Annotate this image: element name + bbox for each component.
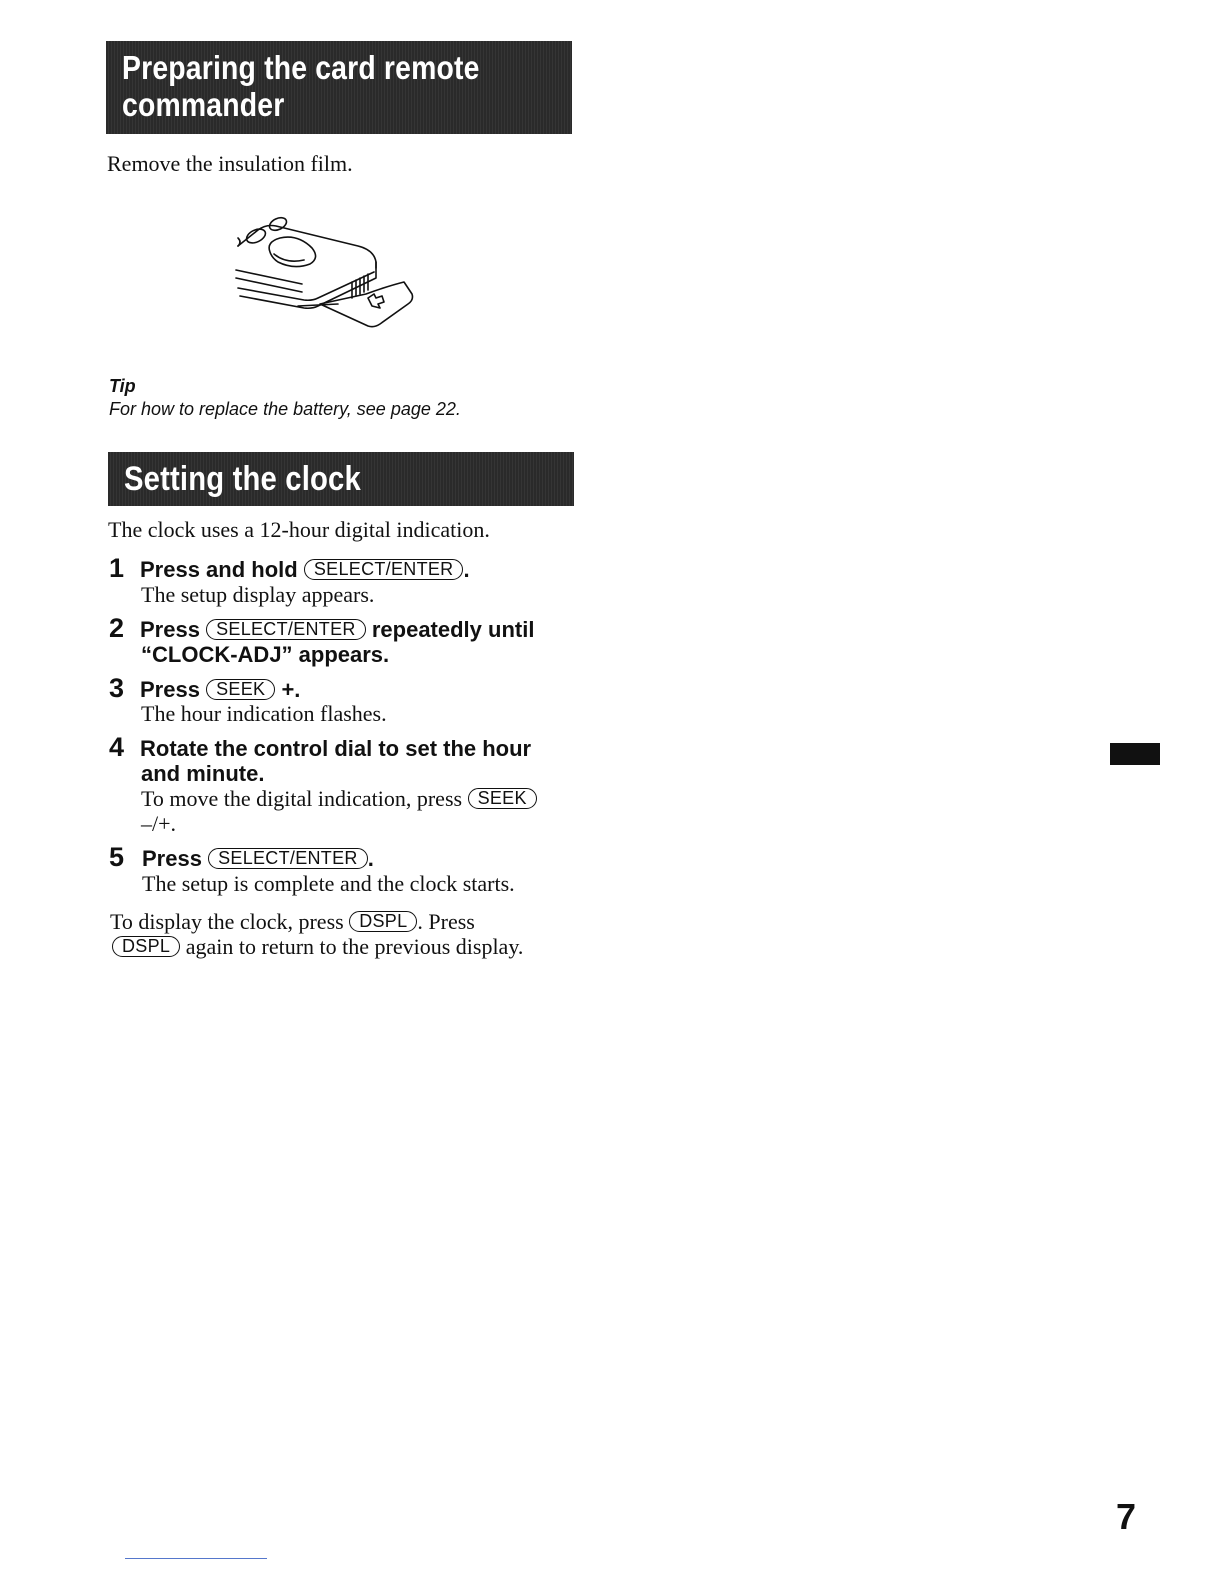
step-text: Press — [142, 846, 202, 871]
step-number: 1 — [109, 553, 125, 583]
step-3-title — [140, 677, 300, 702]
step-number: 2 — [109, 613, 125, 643]
card-remote-illustration — [228, 208, 424, 334]
select-enter-button-icon: SELECT/ENTER — [206, 619, 366, 640]
tip-label: Tip — [109, 376, 136, 396]
step-text: Press — [140, 677, 200, 702]
step-text: Press — [140, 617, 200, 642]
step-number: 3 — [109, 673, 125, 703]
step-4-title-line2: and minute. — [141, 761, 265, 786]
step-1-desc: The setup display appears. — [141, 582, 375, 607]
seek-button-icon: SEEK — [468, 788, 537, 809]
step-5-title — [142, 846, 374, 871]
section-title-line1: Preparing the card remote — [122, 49, 480, 86]
outro-line2 — [112, 934, 523, 959]
select-enter-button-icon: SELECT/ENTER — [208, 848, 368, 869]
step-2-title-line2: “CLOCK-ADJ” appears. — [141, 642, 390, 667]
section-header-setting-clock — [108, 452, 574, 506]
step-4-desc-line2: –/+. — [141, 811, 177, 836]
outro-text: again to return to the previous display. — [185, 934, 524, 959]
tip-text: For how to replace the battery, see page 22. — [109, 399, 461, 419]
outro-text: To display the clock, press — [110, 909, 344, 934]
outro-text: . Press — [417, 909, 475, 934]
outro-line1 — [110, 909, 475, 934]
step-text: . — [367, 846, 374, 871]
step-text: Press and hold — [140, 557, 298, 582]
select-enter-button-icon: SELECT/ENTER — [304, 559, 464, 580]
section-title-line2: commander — [122, 86, 285, 123]
step-4-title-line1: Rotate the control dial to set the hour — [140, 736, 532, 761]
section-thumb-tab — [1110, 743, 1160, 765]
step-1-title — [140, 557, 470, 582]
step-5-desc: The setup is complete and the clock starts. — [142, 871, 515, 896]
step-2-title — [140, 617, 534, 642]
section-header-preparing-remote — [106, 41, 572, 134]
dspl-button-icon: DSPL — [112, 936, 180, 957]
step-text: repeatedly until — [371, 617, 535, 642]
step-number: 5 — [109, 842, 125, 872]
seek-button-icon: SEEK — [206, 679, 275, 700]
step-3-desc: The hour indication flashes. — [141, 701, 387, 726]
step-text: +. — [281, 677, 301, 702]
step-text: To move the digital indication, press — [141, 786, 463, 811]
step-text: . — [463, 557, 470, 582]
intro-remove-film: Remove the insulation film. — [107, 151, 353, 176]
page-number: 7 — [1116, 1496, 1137, 1537]
step-4-desc — [141, 786, 537, 811]
clock-intro: The clock uses a 12-hour digital indication. — [108, 517, 490, 542]
section-title: Setting the clock — [124, 460, 361, 498]
dspl-button-icon: DSPL — [349, 911, 417, 932]
step-number: 4 — [109, 732, 125, 762]
footer-rule — [125, 1558, 267, 1559]
